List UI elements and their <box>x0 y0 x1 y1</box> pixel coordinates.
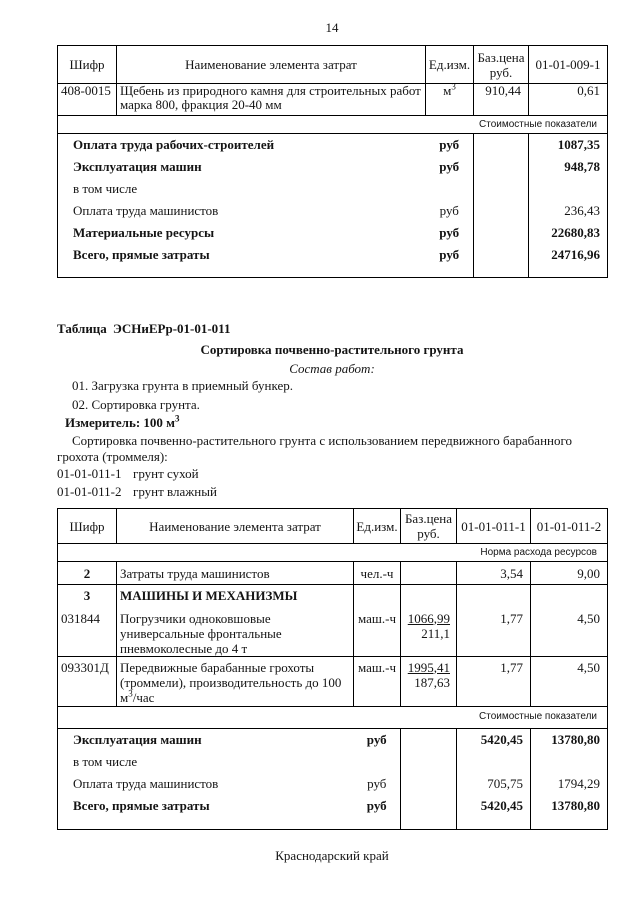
summary-price-cell <box>401 772 457 794</box>
summary-price-cell <box>474 200 529 222</box>
summary-value-col1: 5420,45 <box>457 794 531 816</box>
resource-value-col2: 9,00 <box>531 562 608 585</box>
summary-price-cell <box>401 750 457 772</box>
unit-superscript: 3 <box>451 83 456 92</box>
description-line: Сортировка почвенно-растительного грунта с использованием передвижного барабанного <box>72 433 572 448</box>
summary-value: 24716,96 <box>529 244 608 266</box>
resource-name-line: (троммели), производительность до 100 <box>120 674 342 690</box>
summary-value-col2: 1794,29 <box>531 772 608 794</box>
resource-value-col1: 3,54 <box>457 562 531 585</box>
summary-price-cell <box>401 794 457 816</box>
summary-row <box>58 156 608 178</box>
header-code: Шифр <box>58 46 117 84</box>
section-label-row <box>58 116 608 134</box>
resource-code: 031844 <box>58 607 117 657</box>
summary-unit: руб <box>354 772 401 794</box>
header-col1: 01-01-009-1 <box>529 46 608 84</box>
summary-value: 22680,83 <box>529 222 608 244</box>
summary-value <box>529 178 608 200</box>
summary-label: Эксплуатация машин <box>58 728 354 750</box>
spacer-cell <box>354 816 401 829</box>
spacer-cell <box>531 816 608 829</box>
price-main: 1995,41 <box>407 659 450 675</box>
table-row <box>58 585 608 607</box>
summary-unit: руб <box>426 244 474 266</box>
variant-code: 01-01-011-2 <box>57 484 122 499</box>
resource-name-line: универсальные фронтальные <box>120 625 282 641</box>
header-price-line1: Баз.цена <box>404 511 453 526</box>
measure-label: Измеритель: 100 м <box>65 415 176 430</box>
variant-label: грунт влажный <box>133 484 217 499</box>
resource-norm-label: Норма расхода ресурсов <box>58 544 608 562</box>
cost-indicators-label: Стоимостные показатели <box>58 116 608 134</box>
resource-code: 408-0015 <box>58 84 117 116</box>
summary-value: 948,78 <box>529 156 608 178</box>
summary-label: в том числе <box>58 750 354 772</box>
summary-label: Всего, прямые затраты <box>58 794 354 816</box>
header-price <box>474 46 529 84</box>
summary-unit: руб <box>426 222 474 244</box>
header-unit: Ед.изм. <box>354 509 401 544</box>
resource-price: 910,44 <box>474 84 529 116</box>
section-label-row <box>58 706 608 728</box>
summary-row <box>58 794 608 816</box>
description-line: грохота (троммеля): <box>57 449 168 464</box>
works-heading: Состав работ: <box>289 361 375 376</box>
resource-unit: маш.-ч <box>354 607 401 657</box>
summary-price-cell <box>474 222 529 244</box>
summary-row <box>58 244 608 266</box>
price-sub: 187,63 <box>414 674 450 690</box>
resource-name-line: Погрузчики одноковшовые <box>120 610 271 626</box>
summary-price-cell <box>401 728 457 750</box>
page-number: 14 <box>325 20 339 35</box>
summary-unit: руб <box>354 794 401 816</box>
table-header-row <box>58 46 608 84</box>
summary-value-col1: 5420,45 <box>457 728 531 750</box>
summary-unit <box>354 750 401 772</box>
resource-name-line: Передвижные барабанные грохоты <box>120 659 315 675</box>
resource-unit: маш.-ч <box>354 656 401 706</box>
summary-price-cell <box>474 134 529 156</box>
variant-code: 01-01-011-1 <box>57 466 122 481</box>
table-title: Таблица ЭСНиЕРр-01-01-011 <box>57 321 231 336</box>
name-unit-text: м <box>120 689 129 705</box>
resource-price <box>401 656 457 706</box>
work-item: 01. Загрузка грунта в приемный бункер. <box>72 378 293 393</box>
summary-value: 236,43 <box>529 200 608 222</box>
header-col2: 01-01-011-2 <box>531 509 608 544</box>
summary-unit: руб <box>426 200 474 222</box>
name-unit-superscript: 3 <box>128 688 133 699</box>
resource-name-line: Щебень из природного камня для строительных работ <box>120 83 421 98</box>
measure-unit <box>65 415 180 430</box>
summary-value-col1: 705,75 <box>457 772 531 794</box>
summary-unit: руб <box>354 728 401 750</box>
spacer-cell <box>457 816 531 829</box>
header-price-line1: Баз.цена <box>477 49 525 65</box>
resource-price <box>401 607 457 657</box>
footer-region: Краснодарский край <box>275 848 389 863</box>
summary-label: в том числе <box>58 178 426 200</box>
resource-name <box>117 607 354 657</box>
summary-label: Оплата труда машинистов <box>58 772 354 794</box>
resource-code: 3 <box>58 585 117 607</box>
variant-label: грунт сухой <box>133 466 199 481</box>
table-spacer-row <box>58 266 608 278</box>
cost-table-01-01-011 <box>57 508 608 830</box>
resource-value-col1 <box>457 585 531 607</box>
resource-unit <box>354 585 401 607</box>
spacer-cell <box>529 266 608 278</box>
resource-price <box>401 562 457 585</box>
resource-name: Затраты труда машинистов <box>117 562 354 585</box>
spacer-cell <box>58 816 354 829</box>
summary-value-col2: 13780,80 <box>531 728 608 750</box>
summary-unit <box>426 178 474 200</box>
work-item: 02. Сортировка грунта. <box>72 397 200 412</box>
resource-name-line: марка 800, фракция 20-40 мм <box>120 97 282 112</box>
header-name: Наименование элемента затрат <box>117 46 426 84</box>
resource-code: 093301Д <box>58 656 117 706</box>
summary-value-col2 <box>531 750 608 772</box>
summary-label: Материальные ресурсы <box>58 222 426 244</box>
spacer-cell <box>474 266 529 278</box>
measure-superscript: 3 <box>175 413 180 424</box>
summary-row <box>58 772 608 794</box>
resource-name-line <box>120 690 350 705</box>
cost-indicators-label: Стоимостные показатели <box>58 706 608 728</box>
resource-value-col1: 1,77 <box>457 656 531 706</box>
price-main: 1066,99 <box>407 610 450 626</box>
summary-value: 1087,35 <box>529 134 608 156</box>
header-price-line2: руб. <box>489 64 513 80</box>
resource-code: 2 <box>58 562 117 585</box>
table-header-row <box>58 509 608 544</box>
resource-unit: чел.-ч <box>354 562 401 585</box>
section-title: Сортировка почвенно-растительного грунта <box>200 342 464 357</box>
unit-text: м <box>443 83 452 98</box>
header-price <box>401 509 457 544</box>
price-sub: 211,1 <box>421 625 450 641</box>
summary-price-cell <box>474 156 529 178</box>
summary-row <box>58 728 608 750</box>
summary-row <box>58 200 608 222</box>
resource-name <box>117 84 426 116</box>
resource-value-col1: 1,77 <box>457 607 531 657</box>
summary-unit: руб <box>426 134 474 156</box>
spacer-cell <box>426 266 474 278</box>
summary-label: Оплата труда машинистов <box>58 200 426 222</box>
header-col1: 01-01-011-1 <box>457 509 531 544</box>
table-row <box>58 562 608 585</box>
summary-label: Эксплуатация машин <box>58 156 426 178</box>
spacer-cell <box>58 266 426 278</box>
norm-label-row <box>58 544 608 562</box>
resource-name-line: пневмоколесные до 4 т <box>120 640 248 656</box>
summary-row <box>58 178 608 200</box>
summary-row <box>58 134 608 156</box>
header-price-line2: руб. <box>417 526 440 541</box>
summary-price-cell <box>474 244 529 266</box>
spacer-cell <box>401 816 457 829</box>
resource-value-col2 <box>531 585 608 607</box>
summary-row <box>58 222 608 244</box>
group-heading: МАШИНЫ И МЕХАНИЗМЫ <box>117 585 354 607</box>
summary-label: Оплата труда рабочих-строителей <box>58 134 426 156</box>
resource-unit <box>426 84 474 116</box>
resource-price <box>401 585 457 607</box>
table-row <box>58 656 608 706</box>
cost-table-01-01-009 <box>57 45 608 278</box>
summary-label: Всего, прямые затраты <box>58 244 426 266</box>
resource-value-col2: 4,50 <box>531 607 608 657</box>
resource-value-col2: 4,50 <box>531 656 608 706</box>
summary-row <box>58 750 608 772</box>
table-row <box>58 607 608 657</box>
table-spacer-row <box>58 816 608 829</box>
summary-value-col1 <box>457 750 531 772</box>
table-row <box>58 84 608 116</box>
header-name: Наименование элемента затрат <box>117 509 354 544</box>
summary-price-cell <box>474 178 529 200</box>
resource-name <box>117 656 354 706</box>
resource-value-col1: 0,61 <box>529 84 608 116</box>
summary-unit: руб <box>426 156 474 178</box>
header-code: Шифр <box>58 509 117 544</box>
name-unit-suffix: /час <box>132 689 155 705</box>
summary-value-col2: 13780,80 <box>531 794 608 816</box>
header-unit: Ед.изм. <box>426 46 474 84</box>
